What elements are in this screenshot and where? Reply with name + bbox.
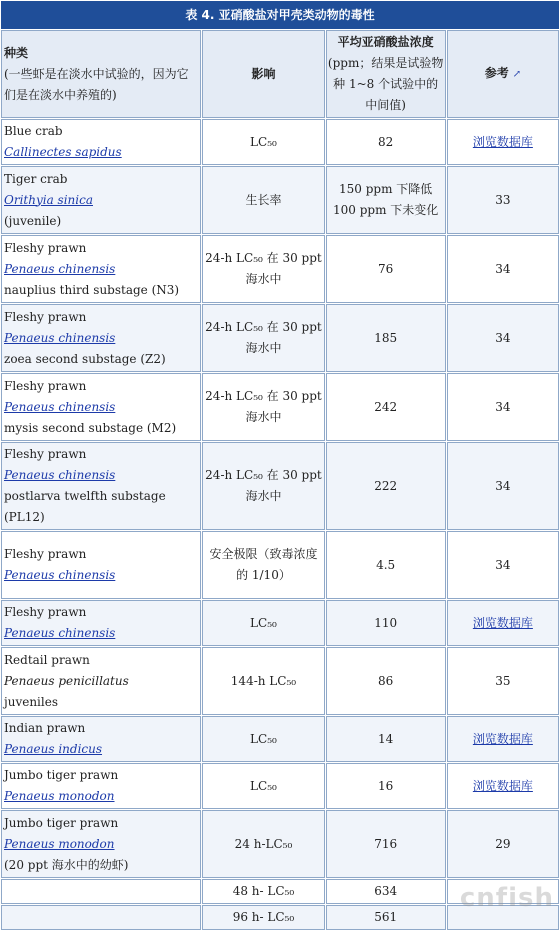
header-effect-label: 影响 [251, 66, 276, 81]
header-species-label: 种类 [4, 45, 29, 60]
species-latin-name[interactable]: Penaeus chinensis [4, 626, 116, 640]
header-effect [202, 30, 324, 118]
species-latin-name[interactable]: Penaeus monodon [4, 836, 115, 851]
concentration-cell: 561 [326, 905, 446, 930]
effect-cell: 24 h-LC₅₀ [202, 810, 324, 878]
species-latin-name: Penaeus penicillatus [4, 673, 129, 688]
species-common-name: Jumbo tiger prawn [4, 768, 119, 782]
effect-cell: LC₅₀ [202, 763, 324, 809]
concentration-cell: 185 [326, 304, 446, 372]
species-common-name: Fleshy prawn [4, 547, 87, 561]
table-row [1, 235, 559, 303]
header-concentration-note: (ppm；结果是试验物种 1~8 个试验中的中间值) [327, 56, 444, 112]
table-row [1, 304, 559, 372]
species-cell [1, 600, 201, 646]
effect-cell: 24-h LC₅₀ 在 30 ppt 海水中 [202, 235, 324, 303]
header-species-note: (一些虾是在淡水中试验的，因为它们是在淡水中养殖的) [4, 66, 189, 102]
species-life-stage: nauplius third substage (N3) [4, 282, 180, 297]
table-row [1, 531, 559, 599]
species-common-name: Blue crab [4, 124, 63, 138]
species-cell [1, 905, 201, 930]
effect-cell: LC₅₀ [202, 716, 324, 762]
species-life-stage: juveniles [4, 694, 58, 709]
species-common-name: Tiger crab [4, 171, 68, 186]
table-body [1, 119, 559, 930]
table-row [1, 716, 559, 762]
reference-cell [447, 600, 559, 646]
reference-cell [447, 647, 559, 715]
reference-cell [447, 373, 559, 441]
species-latin-name[interactable]: Penaeus chinensis [4, 399, 116, 414]
reference-number: 33 [495, 192, 511, 207]
table-row [1, 810, 559, 878]
table-row [1, 763, 559, 809]
reference-cell [447, 716, 559, 762]
reference-number: 34 [495, 399, 511, 414]
watermark: cnfish [459, 883, 554, 913]
species-cell [1, 304, 201, 372]
reference-cell [447, 442, 559, 530]
species-cell [1, 166, 201, 234]
species-latin-name[interactable]: Penaeus indicus [4, 742, 103, 756]
species-latin-name[interactable]: Penaeus chinensis [4, 261, 116, 276]
species-common-name: Fleshy prawn [4, 309, 87, 324]
concentration-cell: 4.5 [326, 531, 446, 599]
effect-cell: 安全极限（致毒浓度的 1/10） [202, 531, 324, 599]
species-cell [1, 763, 201, 809]
reference-cell [447, 810, 559, 878]
reference-number: 34 [495, 478, 511, 493]
concentration-cell: 634 [326, 879, 446, 904]
species-cell [1, 235, 201, 303]
species-cell [1, 373, 201, 441]
reference-cell [447, 304, 559, 372]
browse-database-link[interactable]: 浏览数据库 [472, 731, 533, 746]
species-cell [1, 531, 201, 599]
table-row [1, 647, 559, 715]
effect-cell: 24-h LC₅₀ 在 30 ppt 海水中 [202, 442, 324, 530]
browse-database-link[interactable]: 浏览数据库 [472, 615, 533, 630]
effect-cell: LC₅₀ [202, 600, 324, 646]
concentration-cell: 82 [326, 119, 446, 165]
reference-number: 35 [495, 673, 511, 688]
concentration-cell: 222 [326, 442, 446, 530]
species-latin-name[interactable]: Penaeus chinensis [4, 468, 116, 482]
species-life-stage: (juvenile) [4, 213, 62, 228]
reference-cell [447, 763, 559, 809]
concentration-cell: 16 [326, 763, 446, 809]
concentration-cell: 14 [326, 716, 446, 762]
effect-cell: 24-h LC₅₀ 在 30 ppt 海水中 [202, 373, 324, 441]
species-common-name: Fleshy prawn [4, 447, 87, 461]
effect-cell: 48 h- LC₅₀ [202, 879, 324, 904]
reference-number: 34 [495, 261, 511, 276]
species-common-name: Redtail prawn [4, 652, 90, 667]
table-row [1, 166, 559, 234]
species-cell [1, 119, 201, 165]
effect-cell: 144-h LC₅₀ [202, 647, 324, 715]
species-life-stage: mysis second substage (M2) [4, 420, 177, 435]
species-latin-name[interactable]: Penaeus chinensis [4, 568, 116, 582]
effect-cell: 生长率 [202, 166, 324, 234]
concentration-cell: 150 ppm 下降低 100 ppm 下未变化 [326, 166, 446, 234]
species-common-name: Fleshy prawn [4, 240, 87, 255]
concentration-cell: 86 [326, 647, 446, 715]
species-cell [1, 647, 201, 715]
species-latin-name[interactable]: Penaeus chinensis [4, 330, 116, 345]
header-concentration [326, 30, 446, 118]
header-species [1, 30, 201, 118]
table-row [1, 119, 559, 165]
reference-number: 34 [495, 330, 511, 345]
table-row [1, 600, 559, 646]
species-common-name: Fleshy prawn [4, 378, 87, 393]
header-reference [447, 30, 559, 118]
species-cell [1, 442, 201, 530]
species-latin-name[interactable]: Orithyia sinica [4, 192, 93, 207]
species-life-stage: postlarva twelfth substage (PL12) [4, 489, 166, 524]
reference-cell [447, 531, 559, 599]
reference-number: 29 [495, 836, 511, 851]
species-latin-name[interactable]: Penaeus monodon [4, 789, 115, 803]
species-cell [1, 879, 201, 904]
effect-cell: 96 h- LC₅₀ [202, 905, 324, 930]
concentration-cell: 716 [326, 810, 446, 878]
species-cell [1, 716, 201, 762]
species-cell [1, 810, 201, 878]
browse-database-link[interactable]: 浏览数据库 [472, 134, 533, 149]
species-life-stage: zoea second substage (Z2) [4, 351, 166, 366]
species-common-name: Fleshy prawn [4, 605, 87, 619]
browse-database-link[interactable]: 浏览数据库 [472, 778, 533, 793]
header-concentration-label: 平均亚硝酸盐浓度 [337, 35, 434, 49]
concentration-cell: 76 [326, 235, 446, 303]
concentration-cell: 110 [326, 600, 446, 646]
species-latin-name[interactable]: Callinectes sapidus [4, 145, 122, 159]
table-title: 表 4. 亚硝酸盐对甲壳类动物的毒性 [1, 1, 559, 29]
reference-cell [447, 235, 559, 303]
effect-cell: LC₅₀ [202, 119, 324, 165]
header-reference-label: 参考 [484, 66, 509, 80]
table-row [1, 442, 559, 530]
link-arrow-icon: ↗ [512, 69, 521, 80]
reference-number: 34 [495, 557, 511, 572]
species-life-stage: (20 ppt 海水中的幼虾) [4, 857, 129, 872]
table-row [1, 373, 559, 441]
concentration-cell: 242 [326, 373, 446, 441]
reference-cell [447, 166, 559, 234]
species-common-name: Indian prawn [4, 721, 86, 735]
species-common-name: Jumbo tiger prawn [4, 815, 119, 830]
effect-cell: 24-h LC₅₀ 在 30 ppt 海水中 [202, 304, 324, 372]
reference-cell [447, 119, 559, 165]
